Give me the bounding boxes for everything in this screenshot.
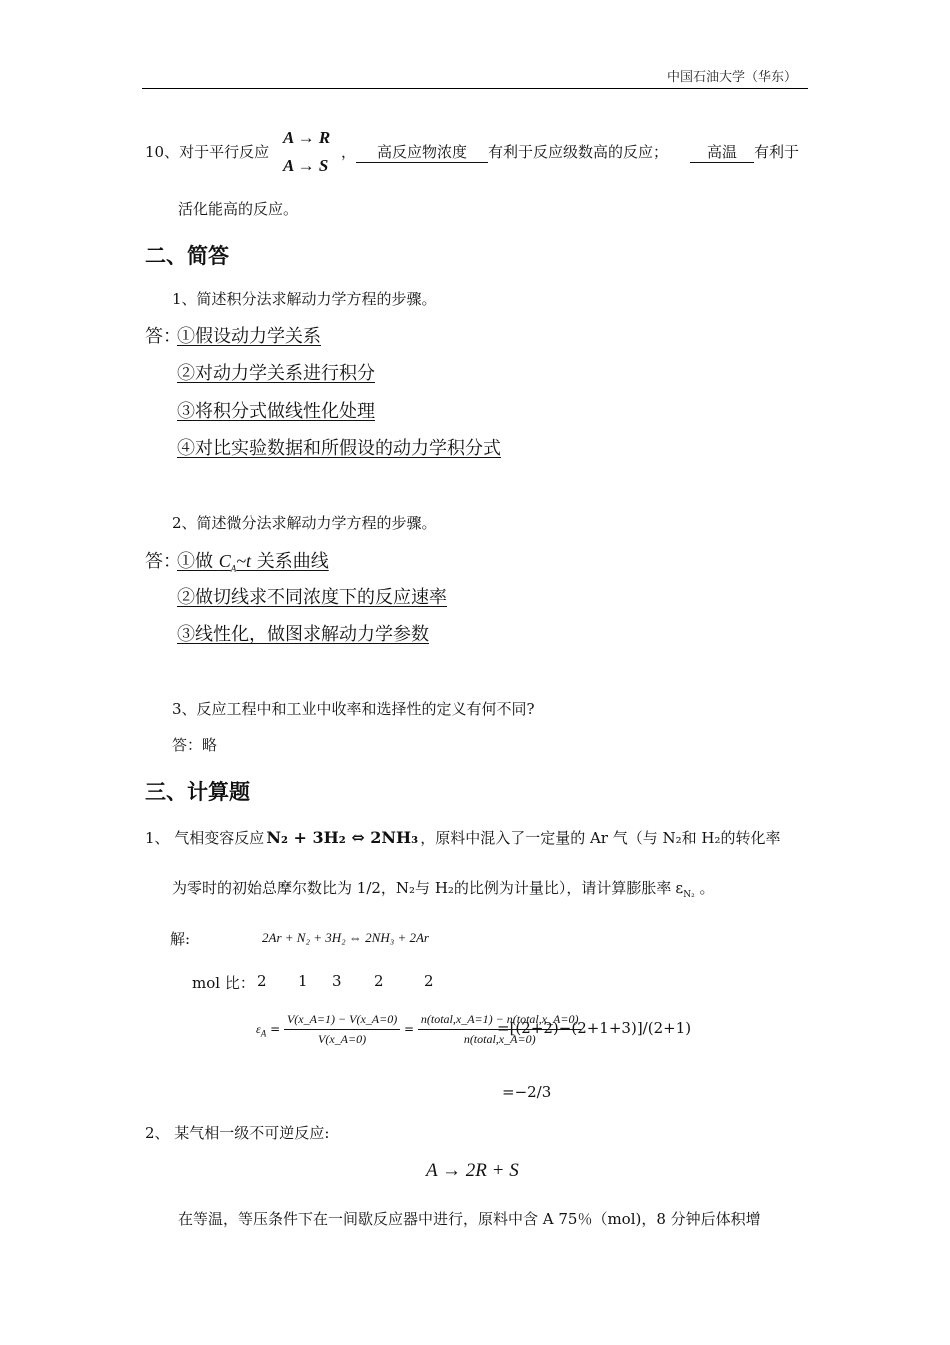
- s3-p1-solution-equation: 2Ar + N₂ + 3H₂ ⇔ 2NH₃ + 2Ar: [262, 930, 429, 945]
- mol-value: 1: [298, 972, 308, 990]
- q10-reaction-1: A → R: [283, 128, 331, 147]
- expansion-result: =−2/3: [502, 1083, 552, 1101]
- s2-q1-answer-label: 答：: [145, 326, 181, 347]
- mol-value: 2: [424, 972, 434, 990]
- s3-p2-line: 在等温，等压条件下在一间歇反应器中进行，原料中含 A 75％（mol)，8 分钟后体积增: [178, 1210, 761, 1228]
- section-3-title: 三、计算题: [145, 780, 250, 804]
- q10-prefix: 10、对于平行反应: [145, 143, 270, 161]
- s3-p1-solution-label: 解:: [170, 930, 191, 948]
- s2-q1-question: 1、简述积分法求解动力学方程的步骤。: [172, 290, 437, 308]
- s2-q3-answer: 答：略: [172, 736, 218, 754]
- q10-suffix: 有利于: [754, 143, 800, 161]
- s2-q2-question: 2、简述微分法求解动力学方程的步骤。: [172, 514, 437, 532]
- mol-value: 3: [332, 972, 342, 990]
- q10-blank-2: 高温: [690, 141, 754, 163]
- s2-q1-step-1: ①假设动力学关系: [177, 326, 321, 347]
- q10-comma: ，: [341, 143, 357, 161]
- s3-p2-prefix: 2、 某气相一级不可逆反应:: [145, 1124, 330, 1142]
- s3-p2-equation: A → 2R + S: [426, 1160, 519, 1181]
- page-header: 中国石油大学（华东）: [667, 70, 798, 85]
- s2-q2-step-1: ①做 $C_A\sim t$ 关系曲线: [177, 551, 329, 574]
- expansion-formula: $\varepsilon_A$ = $\frac{V(x\_A=1) - V(x\_A=0)}{V(x\_A=0)}$ = $\frac{\text{n(total,x\_A=1) − n(total,x\_A=0)}}{\text{n(total,x\_A=0)}}$: [256, 1012, 581, 1047]
- s2-q1-step-4: ④对比实验数据和所假设的动力学积分式: [177, 438, 501, 459]
- s2-q2-answer-label: 答：: [145, 551, 181, 572]
- section-2-title: 二、简答: [145, 244, 229, 268]
- q10-mid: 有利于反应级数高的反应；: [488, 143, 669, 161]
- fraction-moles: $\frac{\text{n(total,x\_A=1) − n(total,x\_A=0)}}{\text{n(total,x\_A=0)}}$: [418, 1012, 582, 1047]
- q10-reaction-2: A → S: [283, 156, 329, 175]
- mol-value: 2: [374, 972, 384, 990]
- s3-p1-equation: N₂ + 3H₂ ⇔ 2NH₃: [266, 828, 419, 847]
- header-rule: [142, 88, 808, 89]
- s2-q3-question: 3、反应工程中和工业中收率和选择性的定义有何不同?: [172, 700, 535, 718]
- s3-p1-line-1: 1、 气相变容反应 N₂ + 3H₂ ⇔ 2NH₃ ，原料中混入了一定量的 Ar 气（与 N₂和 H₂的转化率: [145, 828, 781, 847]
- fraction-volume: $\frac{V(x\_A=1) - V(x\_A=0)}{V(x\_A=0)}$: [284, 1012, 400, 1047]
- s2-q1-step-3: ③将积分式做线性化处理: [177, 401, 375, 422]
- mol-value: 2: [257, 972, 267, 990]
- s2-q2-step-2: ②做切线求不同浓度下的反应速率: [177, 587, 447, 608]
- s2-q1-step-2: ②对动力学关系进行积分: [177, 363, 375, 384]
- q10-line-2: 活化能高的反应。: [178, 200, 299, 218]
- q10-blank-1: 高反应物浓度: [356, 141, 488, 163]
- s3-p1-mol-label: mol 比：: [192, 974, 255, 992]
- s3-p1-line-2: 为零时的初始总摩尔数比为 1/2，N₂与 H₂的比例为计量比），请计算膨胀率 $\varepsilon_{N_2}$ 。: [172, 879, 715, 900]
- s2-q2-step-3: ③线性化，做图求解动力学参数: [177, 624, 429, 645]
- expansion-calculation: =[(2+2)−(2+1+3)]/(2+1): [497, 1019, 692, 1037]
